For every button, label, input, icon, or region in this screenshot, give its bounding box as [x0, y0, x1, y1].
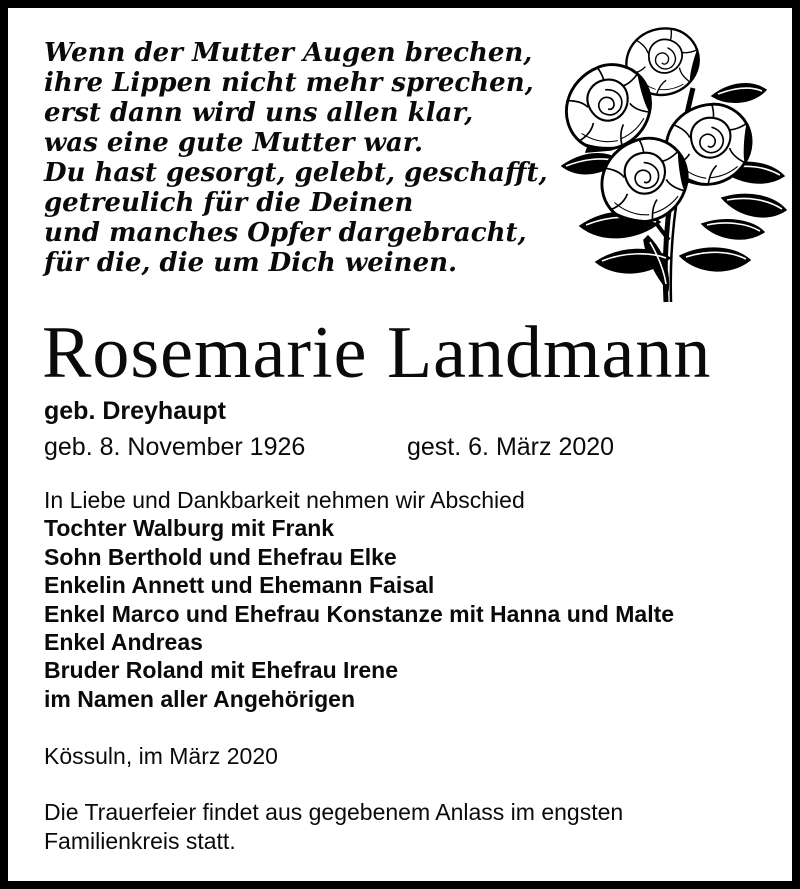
- poem-line: getreulich für die Deinen: [44, 188, 414, 218]
- farewell-section: [44, 486, 674, 713]
- poem-line: was eine gute Mutter war.: [44, 128, 424, 158]
- life-dates: [44, 434, 764, 462]
- poem-line: für die, die um Dich weinen.: [44, 248, 458, 278]
- rose-bouquet-illustration: [552, 18, 796, 310]
- mourner-line: Enkel Marco und Ehefrau Konstanze mit Hanna und Malte: [44, 600, 675, 627]
- place-date: Kössuln, im März 2020: [44, 743, 278, 769]
- mourner-line: Tochter Walburg mit Frank: [44, 515, 335, 542]
- mourner-line: im Namen aller Angehörigen: [44, 685, 355, 712]
- poem-line: und manches Opfer dargebracht,: [44, 218, 527, 248]
- poem-line: ihre Lippen nicht mehr sprechen,: [44, 68, 534, 98]
- poem-line: Wenn der Mutter Augen brechen,: [44, 38, 533, 68]
- funeral-notice: Die Trauerfeier findet aus gegebenem Anlass im engsten Familienkreis statt.: [44, 799, 624, 854]
- birth-date: geb. 8. November 1926: [44, 433, 306, 461]
- memorial-poem: [44, 38, 548, 278]
- mourners-list: [44, 514, 674, 713]
- maiden-name: geb. Dreyhaupt: [44, 397, 226, 425]
- death-date: gest. 6. März 2020: [407, 433, 615, 461]
- mourner-line: Bruder Roland mit Ehefrau Irene: [44, 657, 399, 684]
- poem-line: Du hast gesorgt, gelebt, geschafft,: [44, 158, 548, 188]
- mourner-line: Enkelin Annett und Ehemann Faisal: [44, 572, 435, 599]
- farewell-intro: In Liebe und Dankbarkeit nehmen wir Abschied: [44, 487, 525, 513]
- poem-line: erst dann wird uns allen klar,: [44, 98, 474, 128]
- mourner-line: Enkel Andreas: [44, 629, 203, 656]
- mourner-line: Sohn Berthold und Ehefrau Elke: [44, 543, 397, 570]
- rose-bouquet-icon: [552, 18, 796, 310]
- deceased-name: Rosemarie Landmann: [42, 312, 712, 394]
